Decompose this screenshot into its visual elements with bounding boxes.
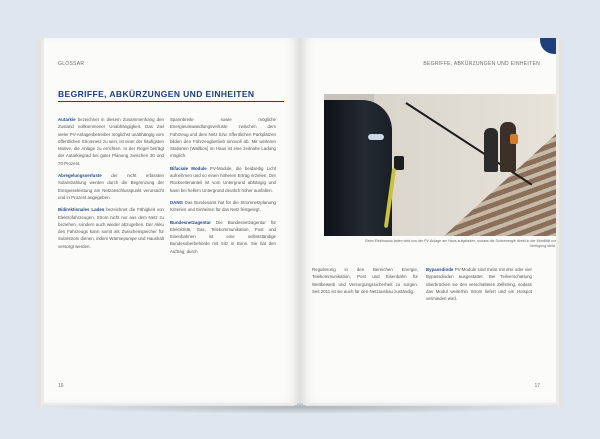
left-running-header: GLOSSAR: [58, 61, 85, 67]
glossary-entry: [58, 206, 164, 250]
photo-car-light: [368, 134, 384, 140]
right-running-header: BEGRIFFE, ABKÜRZUNGEN UND EINHEITEN: [423, 61, 540, 67]
glossary-entry: [312, 266, 418, 295]
glossary-definition: PV-Module sind meist mit drei oder vier Bypassdioden ausgestattet. Bei Teilverschattung überbrücken sie den verschatteten Zellstring, sodass das Modul weiterhin Strom liefert und ein Hotspot vermieden wird.: [426, 267, 532, 302]
left-column-2: [170, 116, 276, 260]
photo-person-1: [484, 128, 498, 172]
glossary-term: Bundesnetzagentur: [170, 219, 211, 225]
glossary-definition: der nicht erfassten Solarstrahlung werden durch die Begrenzung der Einspeiseleistung am Netzanschlusspunkt verursacht und in Prozent angegeben.: [58, 173, 164, 200]
photo-caption: Beim Elektroauto laden wird von der PV-Anlage am Haus aufgeladen, sodass die Solarenergie direkt in der Mobilität zur Verfügung steht.: [365, 239, 556, 248]
glossary-definition: bezeichnet die Fähigkeit von Elektrofahrzeugen, Strom nicht nur aus dem Netz zu beziehen, sondern auch wieder abzugeben. Der Akku des Fahrzeugs kann somit als Zwischenspeicher für Solarstrom dienen, indem Wärmepumpe und Haushalt versorgt werden.: [58, 207, 164, 249]
glossary-entry: [426, 266, 532, 302]
glossary-entry: [170, 219, 276, 255]
glossary-definition: Das Bundesamt hat für die Stromnetzplanung Kriterien und Einheiten für das Netz festgelegt.: [170, 199, 276, 213]
left-page: [44, 38, 300, 403]
open-book: [38, 38, 563, 403]
glossary-entry: [170, 199, 276, 214]
page-title: BEGRIFFE, ABKÜRZUNGEN UND EINHEITEN: [58, 89, 255, 99]
right-page-number: 17: [534, 383, 540, 389]
right-column-2: [426, 266, 532, 302]
title-rule: [58, 101, 284, 102]
glossary-term: Autarkie: [58, 117, 76, 122]
left-page-number: 16: [58, 383, 64, 389]
glossary-definition: bezeichnet in diesem Zusammenhang den Zustand vollkommener Unabhängigkeit. Das Ziel vieler PV-Anlagenbetreiber möglichst unabhängig vom öffentlichen Stromnetz zu sein, ist einer der häufigsten Motive, die Anlage zu errichten. In der Regel beträgt der Autarkiegrad bei guter Planung zwischen 30 und 70 Prozent.: [58, 117, 164, 166]
glossary-term: Bypassdiode: [426, 267, 454, 272]
glossary-definition: Spannbreite sowie mögliche Energieumwandlungsverluste zwischen dem Fahrzeug und dem Netz bzw. öffentlichen Parkplätzen bilden den Fahrzeugbetrieb sinnvoll ab. Mit weiteren Stationen (Wallbox) im Haus ist eine zeitnahe Ladung möglich.: [170, 117, 276, 159]
corner-circle-decoration: [540, 38, 556, 54]
glossary-entry: [58, 116, 164, 167]
photo-ev-charging: [324, 94, 556, 236]
photo-charger: [394, 156, 404, 170]
glossary-entry: [58, 172, 164, 201]
glossary-definition: Die Bundesnetzagentur für Elektrizität, Gas, Telekommunikation, Post und Eisenbahnen ist eine selbstständige Bundesoberbehörde mit Sitz in Bonn. Sie hat den Auftrag, durch: [170, 219, 276, 254]
photo-person-2: [500, 122, 516, 172]
right-page: [300, 38, 556, 403]
left-column-1: [58, 116, 164, 255]
glossary-term: Abregelungsverluste: [58, 173, 102, 179]
photo-bag: [510, 134, 518, 144]
glossary-term: Bifaciale Module: [170, 165, 207, 171]
right-column-1: [312, 266, 418, 295]
photo-car: [324, 100, 392, 236]
glossary-definition: PV-Module, die beidseitig Licht aufnehmen und so einen höheren Ertrag erzielen. Der Rückseitenanteil ist vom Untergrund abhängig und kann bei hellem Untergrund deutlich höher ausfallen.: [170, 165, 276, 193]
glossary-entry: [170, 116, 276, 160]
glossary-entry: [170, 165, 276, 194]
glossary-definition: Regulierung in den Bereichen Energie, Telekommunikation, Post und Eisenbahn für Wettbewerb und Versorgungssicherheit zu sorgen. Seit 2011 ist sie auch für den Netzausbau zuständig.: [312, 267, 418, 294]
glossary-term: DANG: [170, 199, 183, 205]
glossary-term: Bidirektionales Laden: [58, 207, 105, 213]
